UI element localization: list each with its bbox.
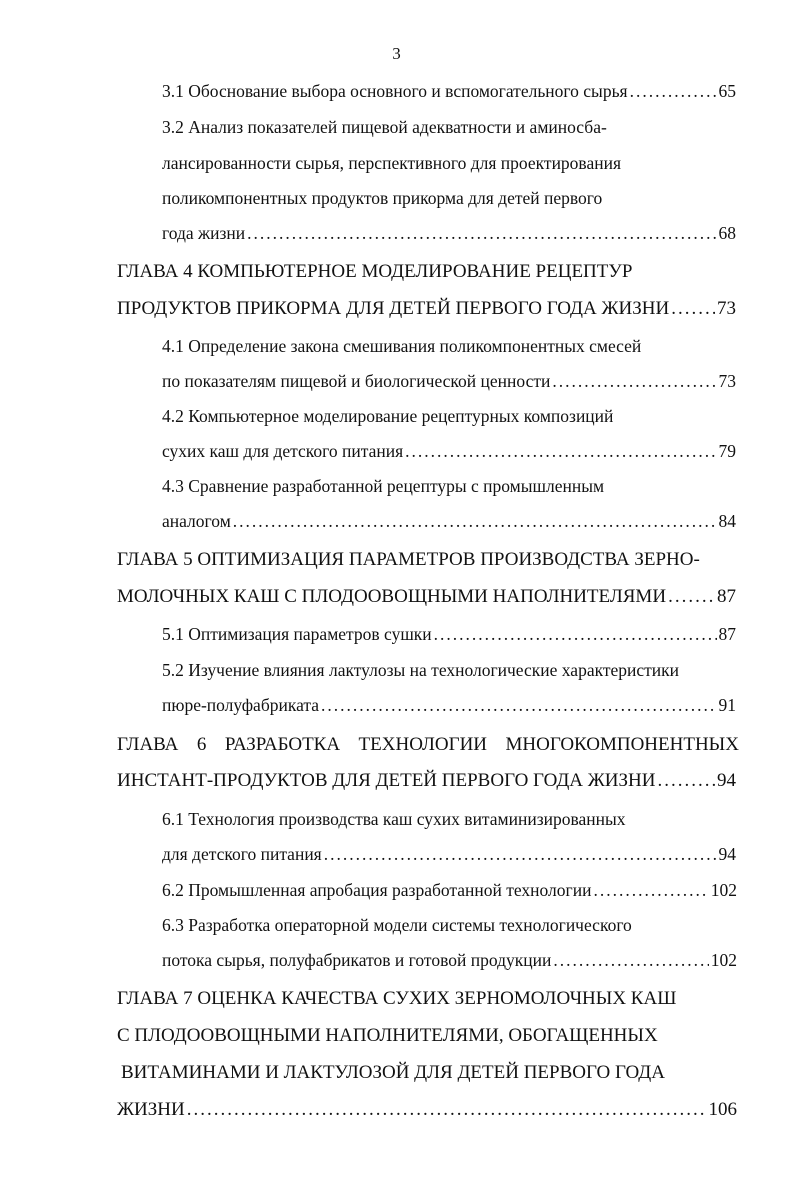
toc-entry-page: 87 [717, 586, 736, 607]
toc-entry-page: 68 [718, 223, 736, 243]
toc-entry-6-3-line-1: 6.3 Разработка операторной модели системы технологического [162, 915, 632, 935]
dot-leader [553, 947, 708, 973]
toc-chapter-7-line-1: ГЛАВА 7 ОЦЕНКА КАЧЕСТВА СУХИХ ЗЕРНОМОЛОЧНЫХ КАШ [117, 988, 677, 1009]
toc-entry-page: 79 [718, 441, 736, 461]
toc-entry-5-1[interactable] [162, 621, 736, 647]
toc-entry-3-2[interactable] [162, 220, 736, 246]
toc-entry-4-2-line-1: 4.2 Компьютерное моделирование рецептурных композиций [162, 406, 614, 426]
toc-entry-page: 106 [708, 1099, 737, 1120]
toc-entry-4-2[interactable] [162, 438, 736, 464]
page-number: 3 [392, 44, 401, 63]
toc-entry-3-2-line-2: лансированности сырья, перспективного для проектирования [162, 153, 622, 173]
toc-entry-page: 102 [710, 880, 737, 900]
dot-leader [668, 584, 715, 610]
dot-leader [593, 877, 708, 903]
dot-leader [657, 768, 715, 794]
toc-word: ГЛАВА [117, 734, 179, 755]
toc-entry-page: 87 [718, 624, 736, 644]
toc-entry-page: 73 [717, 298, 736, 319]
dot-leader [630, 78, 717, 104]
toc-chapter-5-line-1: ГЛАВА 5 ОПТИМИЗАЦИЯ ПАРАМЕТРОВ ПРОИЗВОДСТВА ЗЕРНО- [117, 549, 700, 570]
dot-leader [434, 621, 717, 647]
toc-entry-title: по показателям пищевой и биологической ценности [162, 371, 551, 391]
toc-entry-title: потока сырья, полуфабрикатов и готовой продукции [162, 950, 552, 970]
toc-entry-title: года жизни [162, 223, 246, 243]
dot-leader [324, 841, 717, 867]
toc-entry-title: ЖИЗНИ [117, 1099, 185, 1120]
toc-entry-6-1-line-1: 6.1 Технология производства каш сухих витаминизированных [162, 809, 626, 829]
toc-entry-title: ПРОДУКТОВ ПРИКОРМА ДЛЯ ДЕТЕЙ ПЕРВОГО ГОДА ЖИЗНИ [117, 298, 670, 319]
toc-entry-page: 102 [710, 950, 737, 970]
toc-entry-title: 3.1 Обоснование выбора основного и вспомогательного сырья [162, 81, 628, 101]
toc-entry-5-2[interactable] [162, 692, 736, 718]
toc-entry-6-3[interactable] [162, 947, 737, 973]
toc-word: 6 [196, 734, 207, 755]
toc-entry-3-2-line-1: 3.2 Анализ показателей пищевой адекватности и аминосба- [162, 117, 607, 137]
toc-chapter-5[interactable] [117, 584, 736, 610]
toc-chapter-7-line-3: ВИТАМИНАМИ И ЛАКТУЛОЗОЙ ДЛЯ ДЕТЕЙ ПЕРВОГО ГОДА [121, 1062, 665, 1083]
toc-entry-5-2-line-1: 5.2 Изучение влияния лактулозы на технологические характеристики [162, 660, 680, 680]
toc-chapter-4-line-1: ГЛАВА 4 КОМПЬЮТЕРНОЕ МОДЕЛИРОВАНИЕ РЕЦЕПТУР [117, 261, 633, 282]
toc-chapter-7-line-2: С ПЛОДООВОЩНЫМИ НАПОЛНИТЕЛЯМИ, ОБОГАЩЕННЫХ [117, 1025, 658, 1046]
dot-leader [552, 368, 716, 394]
toc-entry-title: МОЛОЧНЫХ КАШ С ПЛОДООВОЩНЫМИ НАПОЛНИТЕЛЯМИ [117, 586, 667, 607]
toc-word: МНОГОКОМПОНЕНТНЫХ [505, 734, 739, 755]
toc-entry-page: 91 [718, 695, 736, 715]
toc-entry-3-2-line-3: поликомпонентных продуктов прикорма для детей первого [162, 188, 603, 208]
dot-leader [187, 1097, 707, 1123]
toc-entry-6-1[interactable] [162, 841, 736, 867]
toc-entry-3-1[interactable] [162, 78, 736, 104]
toc-word: ТЕХНОЛОГИИ [358, 734, 488, 755]
toc-entry-title: 5.1 Оптимизация параметров сушки [162, 624, 432, 644]
toc-entry-page: 84 [718, 511, 736, 531]
toc-chapter-7[interactable] [117, 1097, 737, 1123]
toc-chapter-4[interactable] [117, 296, 736, 322]
dot-leader [671, 296, 715, 322]
toc-entry-title: для детского питания [162, 844, 322, 864]
toc-word: РАЗРАБОТКА [224, 734, 341, 755]
dot-leader [247, 220, 716, 246]
dot-leader [405, 438, 716, 464]
toc-chapter-6-line-1 [117, 732, 739, 758]
toc-entry-title: сухих каш для детского питания [162, 441, 404, 461]
toc-entry-title: пюре-полуфабриката [162, 695, 320, 715]
toc-entry-page: 65 [718, 81, 736, 101]
dot-leader [321, 692, 716, 718]
toc-entry-page: 94 [717, 770, 736, 791]
toc-entry-4-1-line-1: 4.1 Определение закона смешивания поликомпонентных смесей [162, 336, 642, 356]
toc-entry-page: 73 [718, 371, 736, 391]
dot-leader [233, 508, 717, 534]
toc-chapter-6[interactable] [117, 768, 736, 794]
toc-entry-page: 94 [718, 844, 736, 864]
toc-entry-4-3-line-1: 4.3 Сравнение разработанной рецептуры с промышленным [162, 476, 605, 496]
toc-entry-6-2[interactable] [162, 877, 737, 903]
toc-entry-title: 6.2 Промышленная апробация разработанной технологии [162, 880, 592, 900]
toc-entry-title: ИНСТАНТ-ПРОДУКТОВ ДЛЯ ДЕТЕЙ ПЕРВОГО ГОДА ЖИЗНИ [117, 770, 656, 791]
toc-entry-4-3[interactable] [162, 508, 736, 534]
toc-entry-title: аналогом [162, 511, 231, 531]
toc-entry-4-1[interactable] [162, 368, 736, 394]
